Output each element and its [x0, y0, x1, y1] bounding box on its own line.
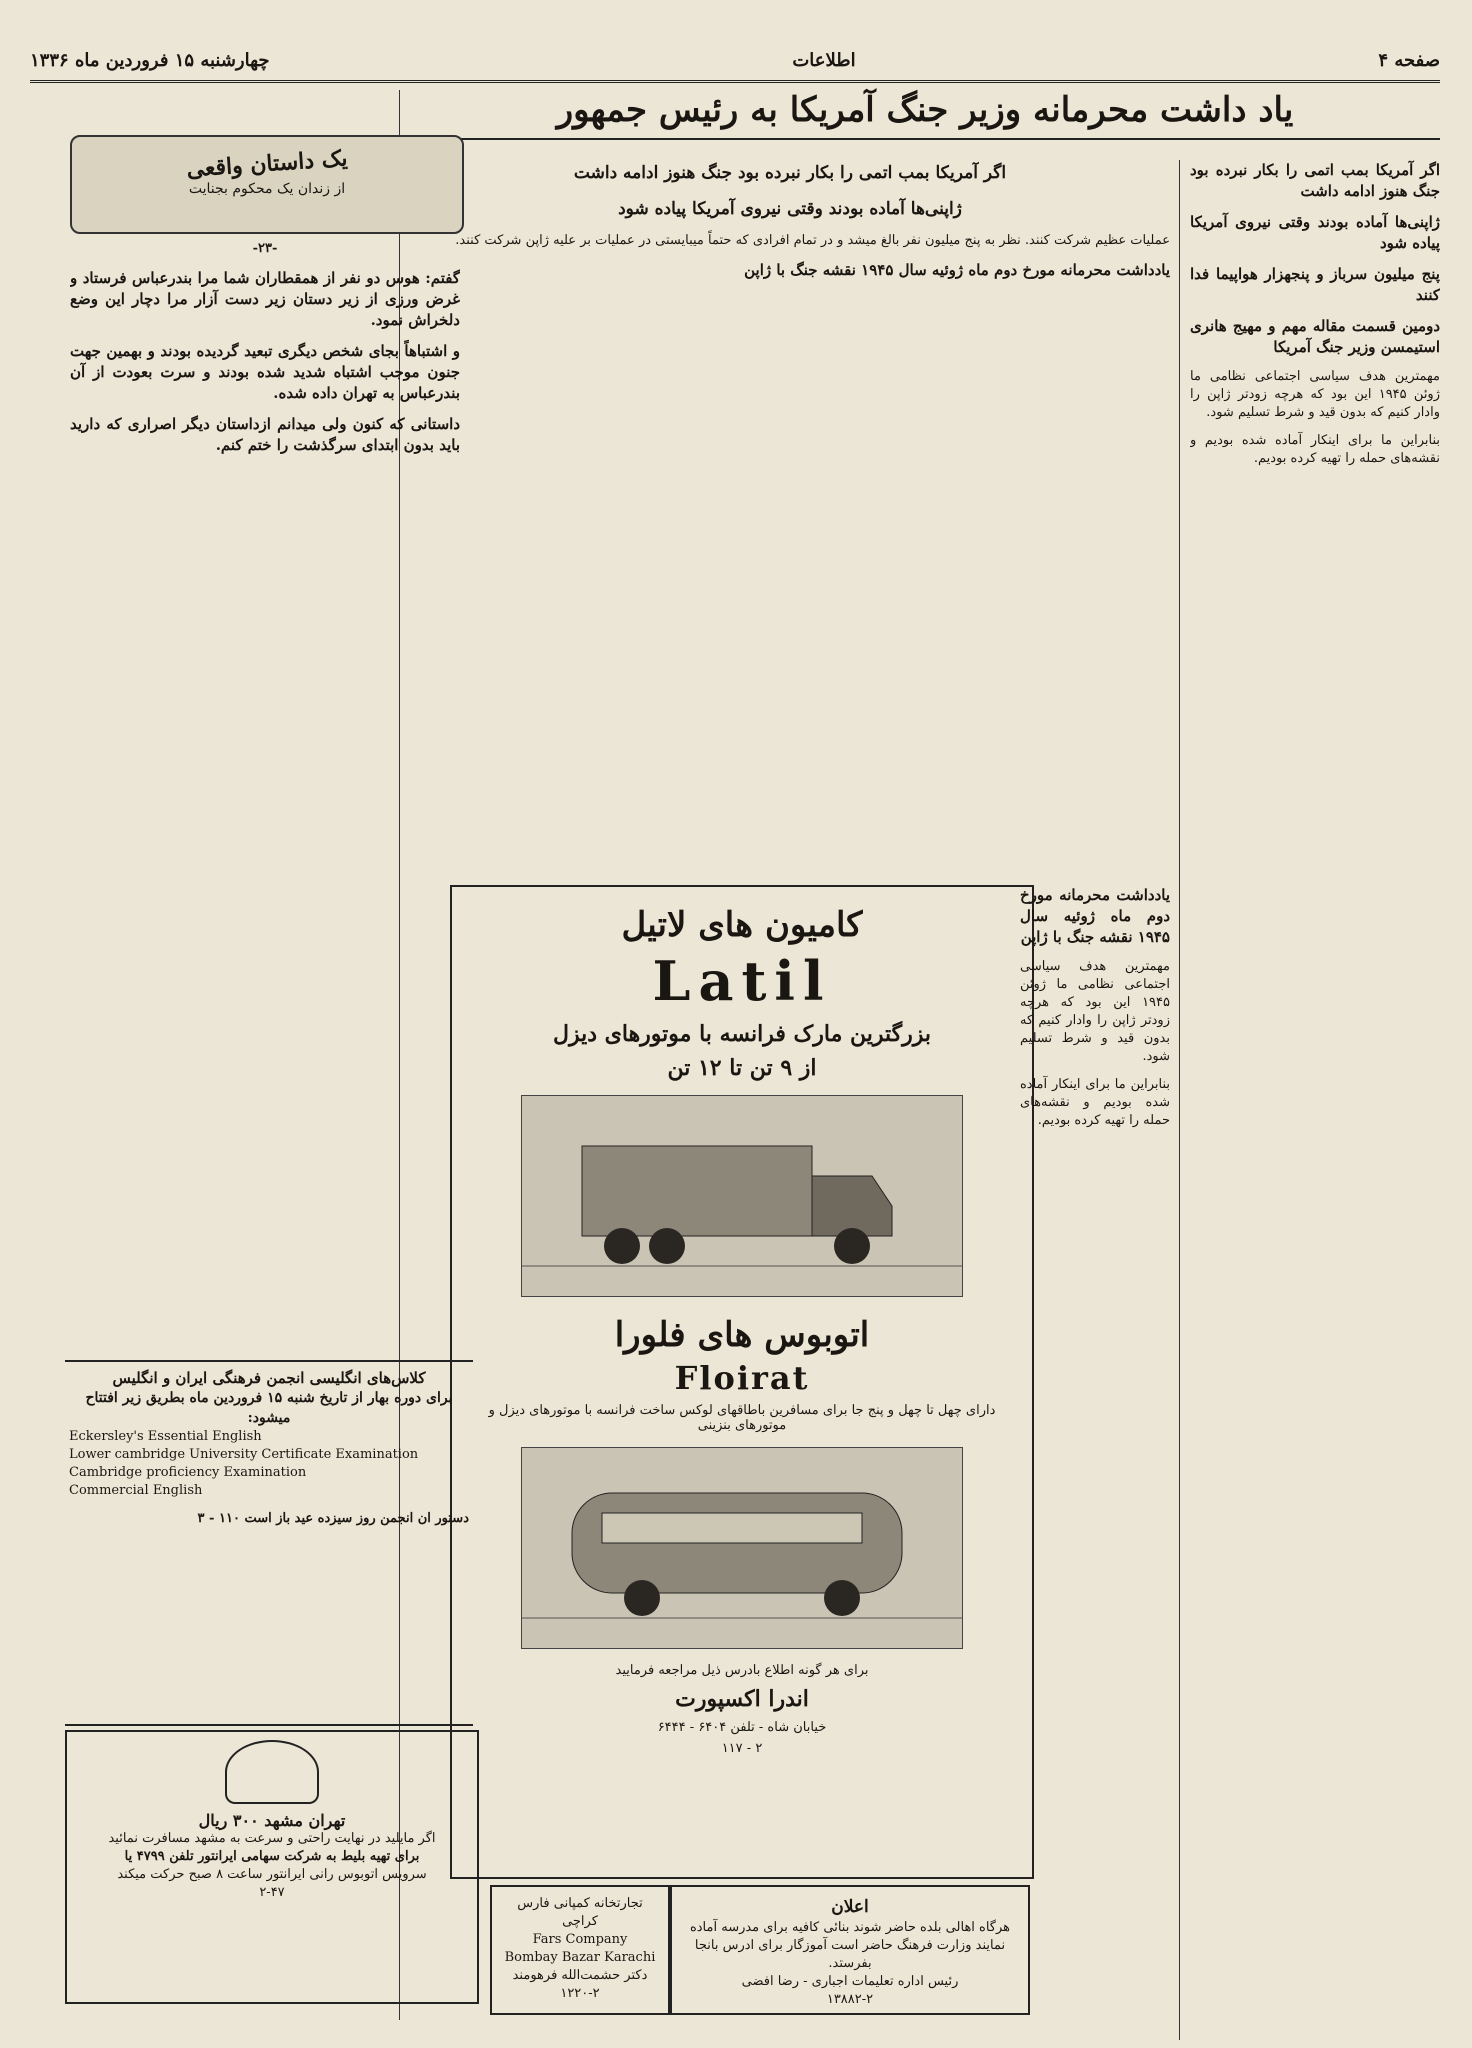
- fars-en: Fars Company: [532, 1932, 628, 1947]
- subhead-4: دومین قسمت مقاله مهم و مهیج هانری استیمسن وزیر جنگ آمریکا: [1190, 317, 1440, 356]
- article-column-lower: [1020, 885, 1170, 2015]
- page-header: [30, 40, 1440, 83]
- trip-line: برای تهیه بلیط به شرکت سهامی ایرانتور تلفن ۴۷۹۹ یا: [124, 1849, 420, 1864]
- iran-tour-ad: [65, 1730, 479, 2004]
- stamp-subtitle: از زندان یک محکوم بجنایت: [188, 181, 346, 197]
- article-paragraph: مهمترین هدف سیاسی اجتماعی نظامی ما ژوئن ۱۹۴۵ این بود که هرچه زودتر ژاپن را وادار کنیم که بدون قید و شرط تسلیم شود.: [1190, 369, 1440, 420]
- ad-tagline: بزرگترین مارک فرانسه با موتورهای دیزل: [552, 1021, 932, 1047]
- main-headline: یاد داشت محرمانه وزیر جنگ آمریکا به رئیس جمهور: [410, 90, 1440, 140]
- bus-icon: [522, 1448, 962, 1648]
- trip-line: سرویس اتوبوس رانی ایرانتور ساعت ۸ صبح حرکت میکند: [117, 1867, 427, 1882]
- ad-title-en: Latil: [652, 949, 832, 1013]
- fars-en-2: Bombay Bazar Karachi: [504, 1950, 656, 1965]
- bus-title-en: Floirat: [674, 1359, 810, 1397]
- contact-note: برای هر گونه اطلاع بادرس ذیل مراجعه فرمایید: [615, 1663, 869, 1678]
- bus-description: دارای چهل تا چهل و پنج جا برای مسافرین باطاقهای لوکس ساخت فرانسه با موتورهای دیزل و موتورهای بنزینی: [488, 1403, 996, 1433]
- article-paragraph: عملیات عظیم شرکت کنند. نظر به پنج میلیون نفر بالغ میشد و در تمام افرادی که حتماً میبایستی در عملیات بر علیه ژاپن شرکت کنند.: [455, 233, 1170, 248]
- fars-title: تجارتخانه کمپانی فارس کراچی: [517, 1896, 643, 1929]
- subhead-2: ژاپنی‌ها آماده بودند وقتی نیروی آمریکا پیاده شود: [1190, 213, 1440, 252]
- column-rule: [1179, 160, 1180, 2040]
- article-paragraph: بنابراین ما برای اینکار آماده شده بودیم و نقشه‌های حمله را تهیه کرده بودیم.: [1190, 433, 1440, 466]
- classes-title: کلاس‌های انگلیسی انجمن فرهنگی ایران و انگلیس: [112, 1369, 426, 1387]
- page-number: صفحه ۴: [1378, 49, 1440, 71]
- truck-icon: [522, 1096, 962, 1296]
- subhead-centered: اگر آمریکا بمب اتمی را بکار نبرده بود جنگ هنوز ادامه داشت: [573, 163, 1007, 183]
- article-column-right: [1190, 160, 1440, 2020]
- classes-footer: دستور ان انجمن روز سیزده عید باز است ۱۱۰ - ۳: [197, 1511, 469, 1526]
- fars-code: ۱۲۲۰-۲: [560, 1986, 600, 2001]
- doctor-name: دکتر حشمت‌الله فرهومند: [512, 1968, 648, 1983]
- classes-subtitle: برای دوره بهار از تاریخ شنبه ۱۵ فروردین ماه بطریق زیر افتتاح میشود:: [85, 1390, 453, 1426]
- section-heading: یادداشت محرمانه مورخ دوم ماه ژوئیه سال ۱۹۴۵ نقشه جنگ با ژاپن: [1020, 886, 1170, 946]
- course-4: Commercial English: [69, 1483, 203, 1498]
- stamp-title: یک داستان واقعی: [185, 145, 349, 183]
- notice-box: [670, 1885, 1030, 2015]
- fars-company-box: [490, 1885, 670, 2015]
- sidebar-story: [70, 240, 460, 1340]
- article-columns-middle: [410, 160, 1170, 870]
- trip-title: تهران مشهد ۳۰۰ ریال: [198, 1811, 346, 1830]
- trip-line: اگر مایلید در نهایت راحتی و سرعت به مشهد مسافرت نمائید: [108, 1831, 436, 1846]
- course-1: Eckersley's Essential English: [69, 1429, 262, 1444]
- ad-tonnage: از ۹ تن تا ۱۲ تن: [667, 1055, 817, 1081]
- bus-image: [521, 1447, 963, 1649]
- notice-title: اعلان: [831, 1897, 869, 1917]
- course-3: Cambridge proficiency Examination: [69, 1465, 307, 1480]
- article-paragraph: مهمترین هدف سیاسی اجتماعی نظامی ما ژوئن ۱۹۴۵ این بود که هرچه زودتر ژاپن را وادار کنیم که بدون قید و شرط تسلیم شود.: [1020, 959, 1170, 1064]
- course-2: Lower cambridge University Certificate Examination: [69, 1447, 419, 1462]
- bus-logo-icon: [225, 1740, 319, 1804]
- section-heading: یادداشت محرمانه مورخ دوم ماه ژوئیه سال ۱۹۴۵ نقشه جنگ با ژاپن: [744, 261, 1170, 279]
- notice-code: ۱۳۸۸۲-۲: [826, 1992, 874, 2007]
- story-highlight: داستانی که کنون ولی میدانم ازداستان دیگر اصراری که دارید باید بدون ابتدای سرگذشت را ختم کنم.: [70, 415, 460, 454]
- subhead-1: اگر آمریکا بمب اتمی را بکار نبرده بود جنگ هنوز ادامه داشت: [1190, 161, 1440, 200]
- story-stamp: [70, 135, 464, 234]
- notice-body: هرگاه اهالی بلده حاضر شوند بنائی کافیه برای مدرسه آماده نمایند وزارت فرهنگ حاضر است آموزگار برای ادرس بانجا بفرستد.: [689, 1920, 1011, 1971]
- company-phone: ۲ - ۱۱۷: [721, 1741, 763, 1756]
- company-name: اندرا اکسپورت: [675, 1686, 809, 1712]
- notice-signature: رئیس اداره تعلیمات اجباری - رضا افضی: [741, 1974, 959, 1989]
- story-highlight: گفتم: هوس دو نفر از همقطاران شما مرا بندرعباس فرستاد و غرض ورزی از زیر دستان زیر دست آزار مرا دچار این وضع دلخراش نمود.: [70, 269, 460, 329]
- truck-image: [521, 1095, 963, 1297]
- masthead: اطلاعات: [792, 49, 856, 71]
- story-highlight: و اشتباهاً بجای شخص دیگری تبعید گردیده بودند و بهمین جهت جنون موجب اشتباه شدید شده بودند و سرت بعودت از آن بندرعباس به تهران داده شده.: [70, 342, 460, 402]
- article-paragraph: بنابراین ما برای اینکار آماده شده بودیم و نقشه‌های حمله را تهیه کرده بودیم.: [1020, 1077, 1170, 1128]
- ad-title-fa: کامیون های لاتیل: [621, 905, 863, 945]
- company-address: خیابان شاه - تلفن ۶۴۰۴ - ۶۴۴۴: [657, 1720, 827, 1735]
- trip-code: ۲-۴۷: [259, 1885, 285, 1900]
- english-classes-box: [65, 1360, 473, 1726]
- bus-title-fa: اتوبوس های فلورا: [614, 1315, 870, 1355]
- subhead-centered: ژاپنی‌ها آماده بودند وقتی نیروی آمریکا پیاده شود: [618, 199, 962, 219]
- issue-date: چهارشنبه ۱۵ فروردین ماه ۱۳۳۶: [30, 49, 270, 71]
- subhead-3: پنج میلیون سرباز و پنجهزار هواپیما فدا کنند: [1190, 265, 1440, 304]
- latil-advertisement: [450, 885, 1034, 1879]
- newspaper-page: [30, 40, 1440, 2020]
- chapter-number: -۲۳-: [252, 241, 278, 256]
